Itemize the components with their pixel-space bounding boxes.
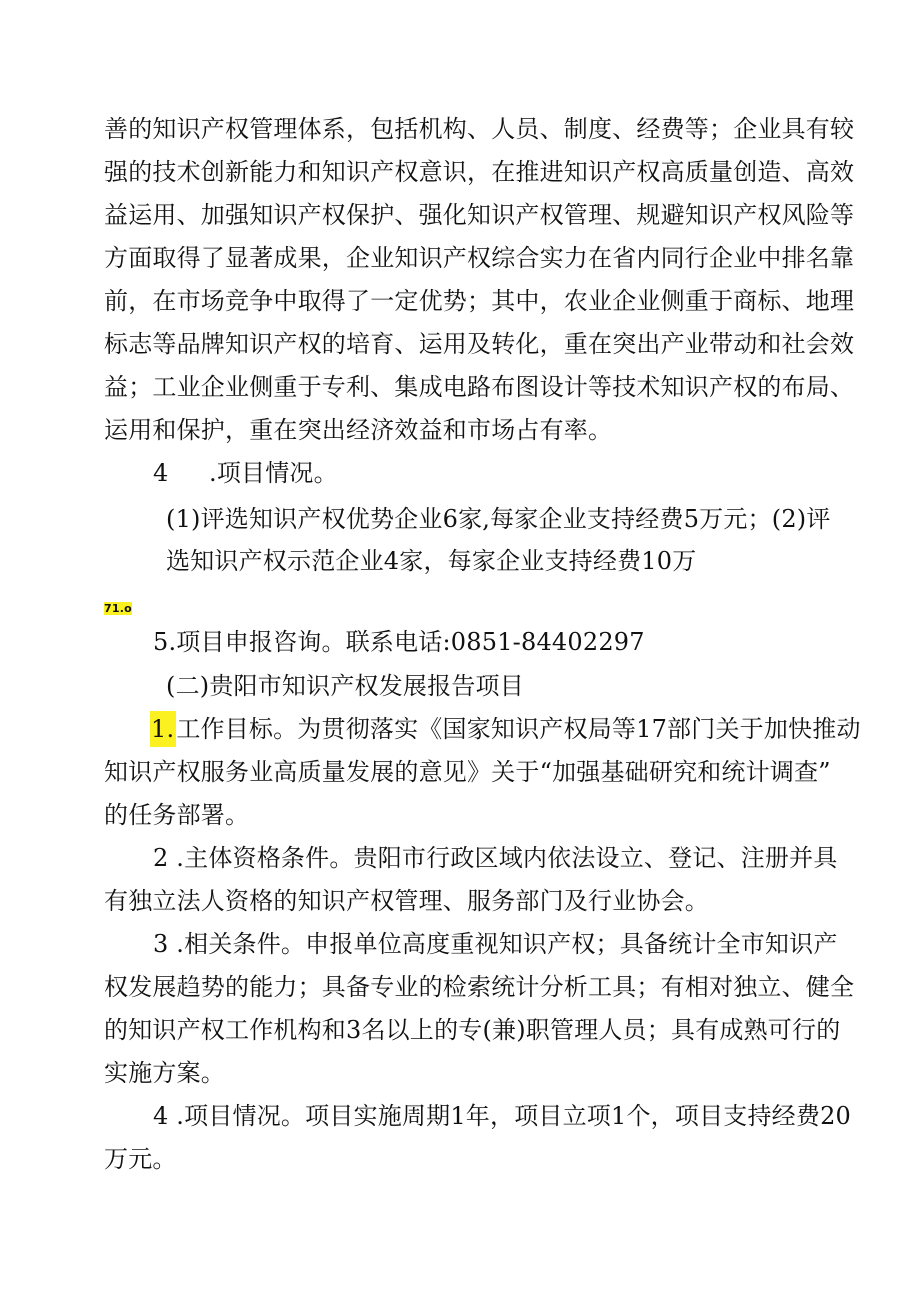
conditions-line-4: 实施方案。 [104, 1059, 225, 1087]
item-4-heading [153, 461, 338, 485]
highlighted-number: 1. [150, 711, 176, 747]
goal-line-1: 1.工作目标。为贯彻落实《国家知识产权局等17部门关于加快推动 [150, 717, 861, 741]
item-4-detail-line-2: 选知识产权示范企业4家，每家企业支持经费10万 [166, 547, 697, 575]
paragraph-line: 善的知识产权管理体系，包括机构、人员、制度、经费等；企业具有较 [104, 115, 855, 143]
highlighted-artifact: 71.o [104, 602, 132, 615]
conditions-line-1: 3 .相关条件。申报单位高度重视知识产权；具备统计全市知识产 [153, 930, 838, 958]
qualification-line-1: 2 .主体资格条件。贵阳市行政区域内依法设立、登记、注册并具 [153, 844, 838, 872]
item-text: .项目情况。 [209, 459, 338, 487]
goal-line-3: 的任务部署。 [104, 801, 250, 829]
paragraph-line: 运用和保护，重在突出经济效益和市场占有率。 [104, 416, 613, 444]
paragraph-line: 强的技术创新能力和知识产权意识，在推进知识产权高质量创造、高效 [104, 158, 855, 186]
paragraph-line: 标志等品牌知识产权的培育、运用及转化，重在突出产业带动和社会效 [104, 330, 855, 358]
contact-line: 5.项目申报咨询。联系电话:0851-84402297 [153, 628, 645, 656]
paragraph-line: 前，在市场竞争中取得了一定优势；其中，农业企业侧重于商标、地理 [104, 287, 855, 315]
item-4-detail-line-1: (1)评选知识产权优势企业6家,每家企业支持经费5万元；(2)评 [166, 505, 831, 533]
project-info-line-2: 万元。 [104, 1145, 177, 1173]
conditions-line-3: 的知识产权工作机构和3名以上的专(兼)职管理人员；具有成熟可行的 [104, 1016, 841, 1044]
paragraph-line: 方面取得了显著成果，企业知识产权综合实力在省内同行企业中排名靠 [104, 244, 855, 272]
section-title: (二)贵阳市知识产权发展报告项目 [166, 672, 524, 700]
conditions-line-2: 权发展趋势的能力；具备专业的检索统计分析工具；有相对独立、健全 [104, 973, 855, 1001]
paragraph-line: 益；工业企业侧重于专利、集成电路布图设计等技术知识产权的布局、 [104, 373, 855, 401]
item-number: 4 [153, 459, 169, 487]
qualification-line-2: 有独立法人资格的知识产权管理、服务部门及行业协会。 [104, 887, 709, 915]
goal-line-2: 知识产权服务业高质量发展的意见》关于“加强基础研究和统计调查” [104, 758, 831, 786]
paragraph-line: 益运用、加强知识产权保护、强化知识产权管理、规避知识产权风险等 [104, 201, 855, 229]
project-info-line-1: 4 .项目情况。项目实施周期1年，项目立项1个，项目支持经费20 [153, 1102, 852, 1130]
